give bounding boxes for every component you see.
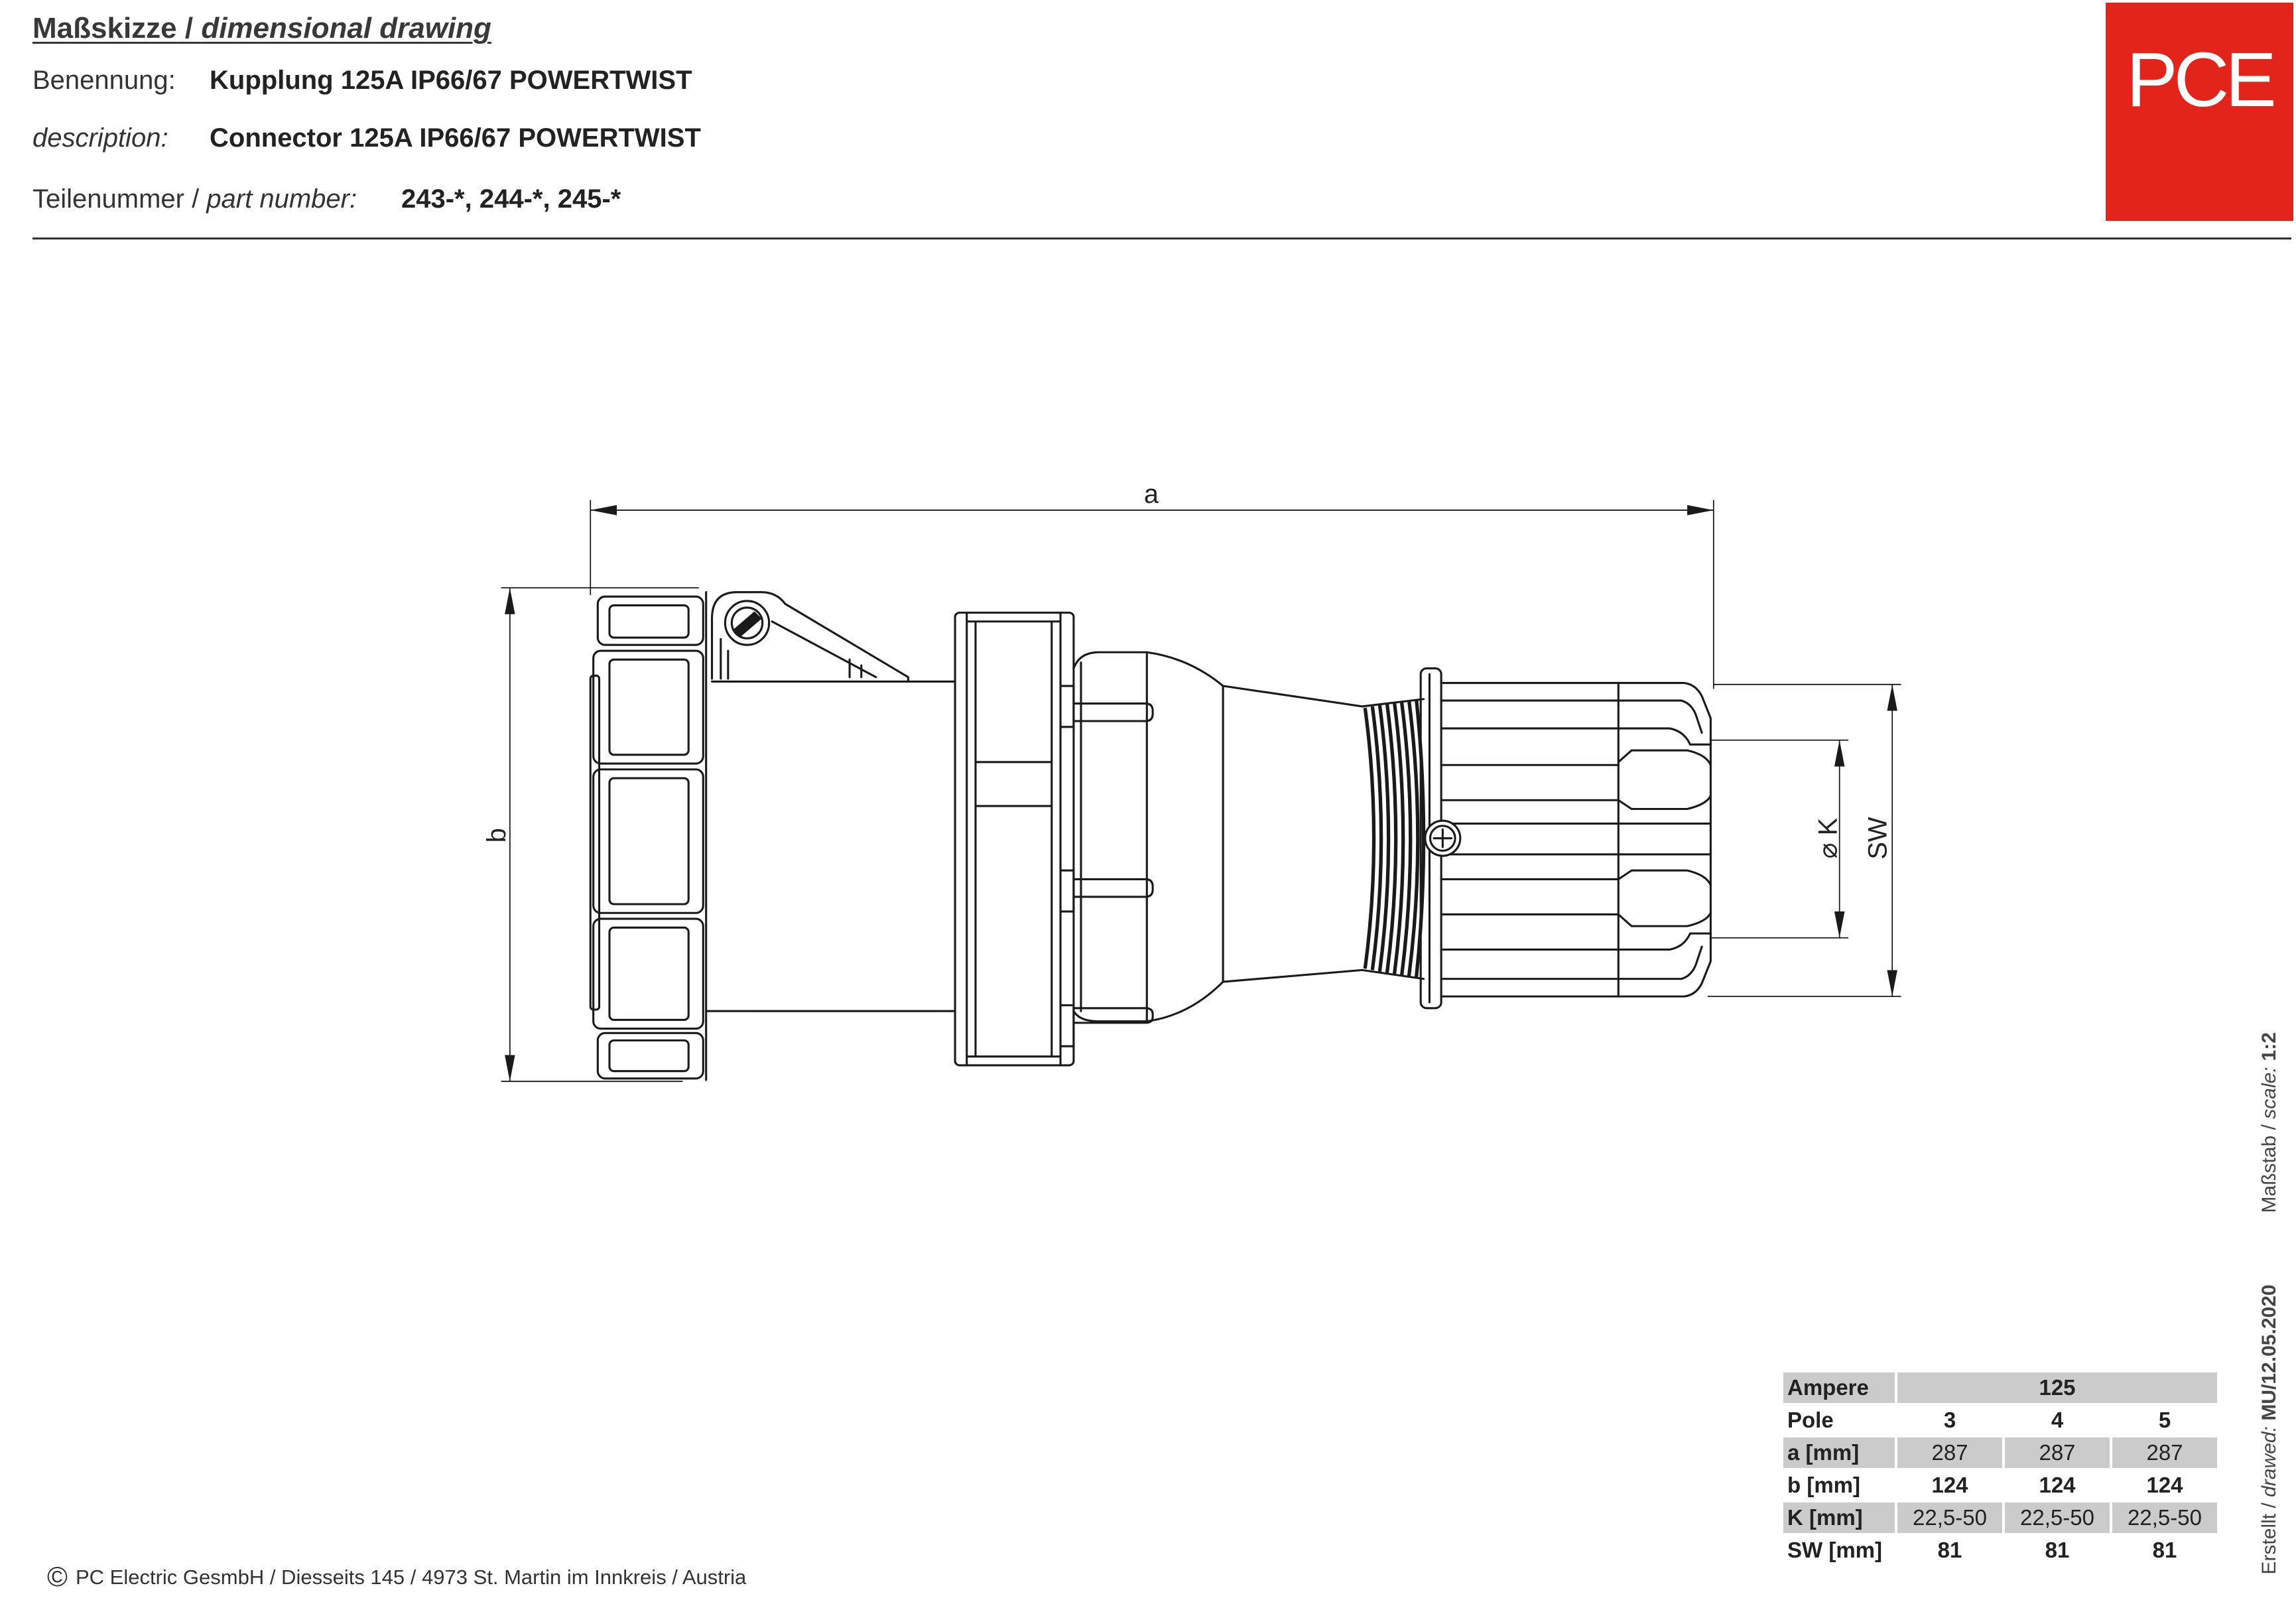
- gland-ribs: [1441, 701, 1710, 979]
- dimension-sw-label: SW: [1863, 817, 1893, 860]
- housing-collar-details: [967, 613, 1060, 1065]
- table-row: [1783, 1470, 2217, 1501]
- title-german: Maßskizze /: [32, 12, 202, 44]
- table-cell: 5: [2158, 1408, 2171, 1432]
- cap-segment-panel: [609, 606, 688, 638]
- table-cell: 81: [2152, 1538, 2177, 1562]
- cap-segment-panel: [609, 1040, 688, 1071]
- table-cell: 124: [1931, 1473, 1968, 1497]
- description-label: description:: [32, 123, 168, 153]
- name-label: Benennung:: [32, 66, 176, 95]
- front-cap: [590, 592, 706, 1080]
- dimension-lines: [482, 480, 1901, 1081]
- connector-drawing: [469, 469, 1933, 1114]
- table-cell: 287: [2112, 1437, 2217, 1468]
- table-cell: 124: [2146, 1473, 2183, 1497]
- collar-latch: [1060, 686, 1153, 727]
- dimension-a-label: a: [1143, 480, 1159, 509]
- thread-turns: [1365, 699, 1423, 978]
- thread: [1362, 699, 1424, 979]
- description-value: Connector 125A IP66/67 POWERTWIST: [210, 123, 701, 153]
- title-english: dimensional drawing: [201, 12, 491, 44]
- created-label-german: Erstellt /: [2258, 1497, 2280, 1575]
- table-row-label: Pole: [1787, 1408, 1834, 1432]
- created-label-english: drawed:: [2258, 1426, 2280, 1498]
- housing-collar: [955, 613, 1074, 1065]
- scale-label-german: Maßstab /: [2258, 1118, 2280, 1213]
- name-value: Kupplung 125A IP66/67 POWERTWIST: [210, 66, 692, 95]
- part-number-value: 243-*, 244-*, 245-*: [401, 184, 621, 214]
- scale-note: [2258, 1032, 2281, 1213]
- table-row-label: K [mm]: [1783, 1502, 1895, 1533]
- table-header-value: 125: [1897, 1372, 2217, 1403]
- pce-logo-text: PCE: [2126, 36, 2273, 123]
- housing-neck: [1074, 652, 1223, 1021]
- table-header-label: Ampere: [1783, 1372, 1895, 1403]
- table-cell: 22,5-50: [1897, 1502, 2002, 1533]
- spec-table: [1781, 1370, 2220, 1568]
- table-row-label: SW [mm]: [1787, 1538, 1882, 1562]
- table-cell: 4: [2051, 1408, 2064, 1432]
- table-row: [1783, 1437, 2217, 1468]
- cable-entry-cone: [1223, 686, 1362, 982]
- lid-hinge: [712, 592, 956, 682]
- part-number-label-german: Teilenummer /: [32, 184, 207, 214]
- cable-gland: [1421, 669, 1710, 1008]
- table-row: [1783, 1502, 2217, 1533]
- header-divider: [32, 237, 2291, 239]
- document-title: [32, 12, 491, 45]
- table-row: [1783, 1405, 2217, 1435]
- dimension-k-label: ⌀ K: [1813, 817, 1843, 859]
- table-cell: 287: [2005, 1437, 2110, 1468]
- table-row-label: b [mm]: [1787, 1473, 1860, 1497]
- cap-segment-panel: [609, 927, 688, 1020]
- table-cell: 124: [2039, 1473, 2076, 1497]
- gland-grip: [1618, 683, 1710, 997]
- table-header-row: [1783, 1372, 2217, 1403]
- table-cell: 287: [1897, 1437, 2002, 1468]
- table-cell: 22,5-50: [2112, 1502, 2217, 1533]
- part-number-label-english: part number:: [206, 184, 357, 214]
- scale-label-english: scale:: [2258, 1066, 2280, 1119]
- cap-segment-panel: [609, 659, 688, 755]
- table-row: [1783, 1535, 2217, 1566]
- table-cell: 22,5-50: [2005, 1502, 2110, 1533]
- table-cell: 81: [2045, 1538, 2070, 1562]
- copyright-icon: ©: [47, 1561, 68, 1592]
- table-cell: 3: [1943, 1408, 1956, 1432]
- cap-grip-edge: [590, 676, 599, 1010]
- dimension-a-extension-lines: [590, 500, 1714, 689]
- created-note: [2258, 1284, 2281, 1575]
- table-cell: 81: [1937, 1538, 1962, 1562]
- footer-address: PC Electric GesmbH / Diesseits 145 / 4973 St. Martin im Innkreis / Austria: [76, 1566, 747, 1589]
- part-number-label: [32, 184, 357, 214]
- table-row-label: a [mm]: [1783, 1437, 1895, 1468]
- cap-segment-panel: [609, 778, 688, 904]
- dimension-b-label: b: [482, 828, 512, 843]
- pce-logo: [2106, 3, 2293, 221]
- collar-latch: [1060, 870, 1153, 911]
- created-value: MU/12.05.2020: [2258, 1284, 2280, 1421]
- scale-value: 1:2: [2258, 1032, 2280, 1061]
